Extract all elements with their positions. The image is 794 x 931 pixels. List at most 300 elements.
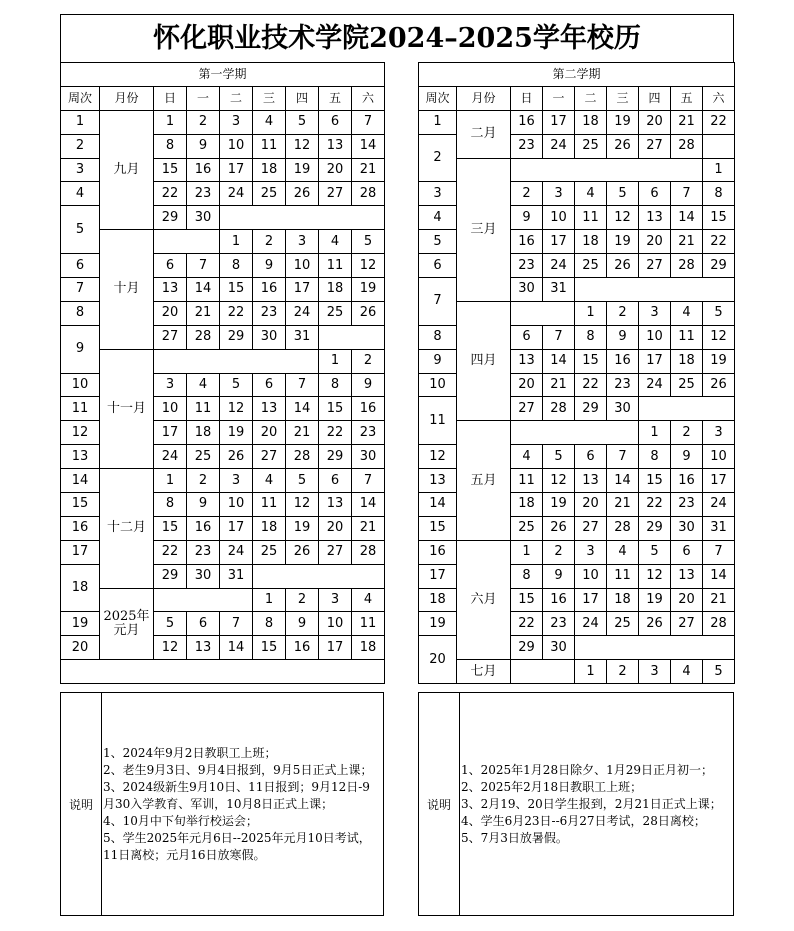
day-cell: 17 bbox=[703, 469, 735, 493]
day-cell: 12 bbox=[154, 636, 187, 660]
semester1-notes bbox=[60, 692, 384, 916]
empty-day-cell bbox=[639, 397, 735, 421]
note-item: 3、2024级新生9月10日、11日报到；9月12日-9月30入学教育、军训，10月8日正式上课； bbox=[103, 779, 370, 811]
day-cell: 22 bbox=[511, 612, 543, 636]
day-cell: 30 bbox=[187, 206, 220, 230]
day-cell: 5 bbox=[543, 445, 575, 469]
weekday-header: 五 bbox=[319, 86, 352, 110]
month-label: 九月 bbox=[100, 110, 154, 229]
day-cell: 19 bbox=[703, 349, 735, 373]
day-cell: 18 bbox=[575, 110, 607, 134]
empty-day-cell bbox=[220, 206, 385, 230]
semester-title: 第二学期 bbox=[419, 63, 735, 87]
week-number: 10 bbox=[61, 373, 100, 397]
day-cell: 12 bbox=[607, 206, 639, 230]
day-cell: 30 bbox=[543, 636, 575, 660]
month-label: 2025年元月 bbox=[100, 588, 154, 660]
day-cell: 27 bbox=[319, 182, 352, 206]
day-cell: 6 bbox=[187, 612, 220, 636]
day-cell: 2 bbox=[607, 660, 639, 684]
week-row bbox=[61, 588, 385, 612]
week-number: 1 bbox=[61, 110, 100, 134]
day-cell: 29 bbox=[220, 325, 253, 349]
blank-row bbox=[61, 660, 385, 684]
weekday-header: 月份 bbox=[457, 86, 511, 110]
week-number: 2 bbox=[61, 134, 100, 158]
day-cell: 27 bbox=[253, 445, 286, 469]
day-cell: 25 bbox=[607, 612, 639, 636]
day-cell: 1 bbox=[154, 110, 187, 134]
day-cell: 31 bbox=[286, 325, 319, 349]
day-cell: 23 bbox=[187, 182, 220, 206]
day-cell: 24 bbox=[220, 540, 253, 564]
day-cell: 25 bbox=[511, 516, 543, 540]
day-cell: 17 bbox=[220, 516, 253, 540]
semester-title-row bbox=[61, 63, 385, 87]
empty-day-cell bbox=[511, 421, 639, 445]
month-label: 十二月 bbox=[100, 469, 154, 588]
day-cell: 10 bbox=[286, 254, 319, 278]
day-cell: 14 bbox=[352, 134, 385, 158]
day-cell: 26 bbox=[703, 373, 735, 397]
day-cell: 11 bbox=[253, 134, 286, 158]
day-cell: 16 bbox=[187, 158, 220, 182]
day-cell: 23 bbox=[352, 421, 385, 445]
weekday-header-row bbox=[61, 86, 385, 110]
day-cell: 4 bbox=[671, 660, 703, 684]
day-cell: 13 bbox=[187, 636, 220, 660]
day-cell: 25 bbox=[319, 301, 352, 325]
day-cell: 8 bbox=[154, 493, 187, 517]
notes-label: 说明 bbox=[419, 693, 460, 915]
week-number: 14 bbox=[61, 469, 100, 493]
semester1-calendar bbox=[60, 62, 385, 684]
week-number: 16 bbox=[419, 540, 457, 564]
week-number: 4 bbox=[419, 206, 457, 230]
day-cell: 10 bbox=[319, 612, 352, 636]
day-cell: 19 bbox=[286, 158, 319, 182]
day-cell: 3 bbox=[220, 110, 253, 134]
day-cell: 14 bbox=[286, 397, 319, 421]
day-cell: 13 bbox=[319, 134, 352, 158]
day-cell: 21 bbox=[286, 421, 319, 445]
day-cell: 26 bbox=[220, 445, 253, 469]
day-cell: 22 bbox=[220, 301, 253, 325]
day-cell: 8 bbox=[703, 182, 735, 206]
month-label: 十一月 bbox=[100, 349, 154, 468]
week-number: 2 bbox=[419, 134, 457, 182]
day-cell: 17 bbox=[543, 110, 575, 134]
note-item: 2、老生9月3日、9月4日报到，9月5日正式上课； bbox=[103, 762, 373, 777]
day-cell: 23 bbox=[511, 254, 543, 278]
empty-day-cell bbox=[154, 349, 319, 373]
day-cell: 22 bbox=[639, 493, 671, 517]
day-cell: 3 bbox=[703, 421, 735, 445]
day-cell: 28 bbox=[352, 182, 385, 206]
note-item: 1、2025年1月28日除夕、1月29日正月初一； bbox=[461, 762, 713, 777]
day-cell: 7 bbox=[352, 110, 385, 134]
day-cell: 24 bbox=[543, 254, 575, 278]
weekday-header: 五 bbox=[671, 86, 703, 110]
day-cell: 6 bbox=[319, 469, 352, 493]
note-item: 5、7月3日放暑假。 bbox=[461, 830, 568, 845]
day-cell: 21 bbox=[352, 158, 385, 182]
day-cell: 3 bbox=[639, 301, 671, 325]
day-cell: 14 bbox=[187, 278, 220, 302]
day-cell: 17 bbox=[154, 421, 187, 445]
day-cell: 10 bbox=[575, 564, 607, 588]
day-cell: 11 bbox=[575, 206, 607, 230]
day-cell: 12 bbox=[286, 493, 319, 517]
weekday-header: 四 bbox=[286, 86, 319, 110]
day-cell: 19 bbox=[543, 493, 575, 517]
day-cell: 19 bbox=[352, 278, 385, 302]
day-cell: 5 bbox=[639, 540, 671, 564]
day-cell: 14 bbox=[671, 206, 703, 230]
day-cell: 15 bbox=[511, 588, 543, 612]
month-label: 五月 bbox=[457, 421, 511, 540]
weekday-header: 周次 bbox=[61, 86, 100, 110]
notes-text bbox=[460, 693, 729, 915]
day-cell: 2 bbox=[187, 110, 220, 134]
day-cell: 24 bbox=[286, 301, 319, 325]
day-cell: 24 bbox=[220, 182, 253, 206]
weekday-header-row bbox=[419, 86, 735, 110]
day-cell: 12 bbox=[286, 134, 319, 158]
day-cell: 13 bbox=[575, 469, 607, 493]
day-cell: 14 bbox=[703, 564, 735, 588]
day-cell: 24 bbox=[703, 493, 735, 517]
week-row bbox=[61, 110, 385, 134]
month-label: 二月 bbox=[457, 110, 511, 158]
weekday-header: 日 bbox=[154, 86, 187, 110]
day-cell: 17 bbox=[639, 349, 671, 373]
day-cell: 10 bbox=[543, 206, 575, 230]
day-cell: 22 bbox=[575, 373, 607, 397]
day-cell: 1 bbox=[703, 158, 735, 182]
day-cell: 2 bbox=[671, 421, 703, 445]
day-cell: 11 bbox=[187, 397, 220, 421]
day-cell: 7 bbox=[703, 540, 735, 564]
day-cell: 9 bbox=[607, 325, 639, 349]
weekday-header: 二 bbox=[220, 86, 253, 110]
week-number: 9 bbox=[61, 325, 100, 373]
day-cell: 27 bbox=[671, 612, 703, 636]
day-cell: 10 bbox=[154, 397, 187, 421]
weekday-header: 一 bbox=[187, 86, 220, 110]
day-cell: 10 bbox=[220, 493, 253, 517]
day-cell: 14 bbox=[220, 636, 253, 660]
week-row bbox=[419, 158, 735, 182]
day-cell: 20 bbox=[639, 230, 671, 254]
week-number: 19 bbox=[61, 612, 100, 636]
day-cell: 27 bbox=[639, 134, 671, 158]
day-cell: 26 bbox=[286, 540, 319, 564]
day-cell: 2 bbox=[253, 230, 286, 254]
weekday-header: 四 bbox=[639, 86, 671, 110]
day-cell: 4 bbox=[352, 588, 385, 612]
day-cell: 7 bbox=[286, 373, 319, 397]
day-cell: 9 bbox=[511, 206, 543, 230]
day-cell: 25 bbox=[253, 540, 286, 564]
day-cell: 3 bbox=[639, 660, 671, 684]
day-cell: 10 bbox=[703, 445, 735, 469]
day-cell: 2 bbox=[187, 469, 220, 493]
day-cell: 7 bbox=[352, 469, 385, 493]
day-cell: 22 bbox=[703, 230, 735, 254]
day-cell: 24 bbox=[639, 373, 671, 397]
empty-day-cell bbox=[154, 588, 253, 612]
day-cell: 9 bbox=[543, 564, 575, 588]
day-cell: 22 bbox=[703, 110, 735, 134]
day-cell: 9 bbox=[671, 445, 703, 469]
day-cell: 25 bbox=[575, 134, 607, 158]
day-cell: 1 bbox=[253, 588, 286, 612]
day-cell: 28 bbox=[671, 134, 703, 158]
day-cell: 17 bbox=[220, 158, 253, 182]
weekday-header: 六 bbox=[352, 86, 385, 110]
day-cell: 21 bbox=[607, 493, 639, 517]
day-cell: 18 bbox=[253, 158, 286, 182]
day-cell: 14 bbox=[543, 349, 575, 373]
day-cell: 1 bbox=[575, 301, 607, 325]
week-number: 18 bbox=[61, 564, 100, 612]
day-cell: 10 bbox=[220, 134, 253, 158]
day-cell: 15 bbox=[639, 469, 671, 493]
day-cell: 5 bbox=[703, 301, 735, 325]
day-cell: 13 bbox=[154, 278, 187, 302]
notes-label: 说明 bbox=[61, 693, 102, 915]
week-number: 4 bbox=[61, 182, 100, 206]
day-cell: 27 bbox=[154, 325, 187, 349]
day-cell: 20 bbox=[253, 421, 286, 445]
week-number: 7 bbox=[61, 278, 100, 302]
empty-day-cell bbox=[703, 134, 735, 158]
day-cell: 22 bbox=[154, 182, 187, 206]
day-cell: 18 bbox=[671, 349, 703, 373]
day-cell: 18 bbox=[575, 230, 607, 254]
day-cell: 20 bbox=[154, 301, 187, 325]
day-cell: 25 bbox=[671, 373, 703, 397]
weekday-header: 三 bbox=[607, 86, 639, 110]
day-cell: 18 bbox=[319, 278, 352, 302]
note-item: 1、2024年9月2日教职工上班； bbox=[103, 745, 277, 760]
day-cell: 16 bbox=[671, 469, 703, 493]
day-cell: 23 bbox=[187, 540, 220, 564]
day-cell: 24 bbox=[543, 134, 575, 158]
day-cell: 23 bbox=[607, 373, 639, 397]
semester-title: 第一学期 bbox=[61, 63, 385, 87]
week-number: 17 bbox=[419, 564, 457, 588]
day-cell: 28 bbox=[187, 325, 220, 349]
day-cell: 29 bbox=[154, 206, 187, 230]
day-cell: 13 bbox=[253, 397, 286, 421]
day-cell: 4 bbox=[187, 373, 220, 397]
empty-day-cell bbox=[253, 564, 385, 588]
month-label: 三月 bbox=[457, 158, 511, 301]
month-label: 十月 bbox=[100, 230, 154, 349]
day-cell: 26 bbox=[286, 182, 319, 206]
day-cell: 20 bbox=[319, 516, 352, 540]
week-number: 3 bbox=[419, 182, 457, 206]
day-cell: 13 bbox=[511, 349, 543, 373]
week-row bbox=[419, 660, 735, 684]
day-cell: 3 bbox=[319, 588, 352, 612]
day-cell: 11 bbox=[352, 612, 385, 636]
day-cell: 6 bbox=[671, 540, 703, 564]
week-number: 12 bbox=[61, 421, 100, 445]
day-cell: 5 bbox=[286, 469, 319, 493]
day-cell: 23 bbox=[511, 134, 543, 158]
day-cell: 17 bbox=[575, 588, 607, 612]
day-cell: 1 bbox=[511, 540, 543, 564]
day-cell: 19 bbox=[220, 421, 253, 445]
day-cell: 4 bbox=[607, 540, 639, 564]
day-cell: 1 bbox=[575, 660, 607, 684]
week-number: 20 bbox=[419, 636, 457, 684]
day-cell: 8 bbox=[319, 373, 352, 397]
day-cell: 12 bbox=[352, 254, 385, 278]
day-cell: 4 bbox=[575, 182, 607, 206]
day-cell: 25 bbox=[253, 182, 286, 206]
empty-day-cell bbox=[575, 636, 735, 660]
day-cell: 12 bbox=[703, 325, 735, 349]
week-row bbox=[419, 110, 735, 134]
day-cell: 9 bbox=[352, 373, 385, 397]
day-cell: 29 bbox=[703, 254, 735, 278]
month-label: 七月 bbox=[457, 660, 511, 684]
day-cell: 8 bbox=[511, 564, 543, 588]
day-cell: 11 bbox=[253, 493, 286, 517]
day-cell: 20 bbox=[511, 373, 543, 397]
day-cell: 28 bbox=[671, 254, 703, 278]
day-cell: 8 bbox=[220, 254, 253, 278]
day-cell: 16 bbox=[286, 636, 319, 660]
semester-title-row bbox=[419, 63, 735, 87]
weekday-header: 一 bbox=[543, 86, 575, 110]
day-cell: 4 bbox=[671, 301, 703, 325]
notes-text bbox=[102, 693, 379, 915]
day-cell: 18 bbox=[253, 516, 286, 540]
day-cell: 18 bbox=[511, 493, 543, 517]
note-item: 5、学生2025年元月6日--2025年元月10日考试，11日离校；元月16日放寒假。 bbox=[103, 830, 371, 862]
week-number: 13 bbox=[419, 469, 457, 493]
day-cell: 22 bbox=[319, 421, 352, 445]
weekday-header: 六 bbox=[703, 86, 735, 110]
day-cell: 5 bbox=[703, 660, 735, 684]
day-cell: 18 bbox=[352, 636, 385, 660]
note-item: 4、10月中下旬举行校运会； bbox=[103, 813, 258, 828]
week-number: 19 bbox=[419, 612, 457, 636]
weekday-header: 二 bbox=[575, 86, 607, 110]
day-cell: 12 bbox=[543, 469, 575, 493]
day-cell: 17 bbox=[319, 636, 352, 660]
week-row bbox=[61, 469, 385, 493]
day-cell: 19 bbox=[286, 516, 319, 540]
day-cell: 28 bbox=[703, 612, 735, 636]
day-cell: 13 bbox=[671, 564, 703, 588]
day-cell: 29 bbox=[639, 516, 671, 540]
week-number: 6 bbox=[61, 254, 100, 278]
week-number: 15 bbox=[419, 516, 457, 540]
day-cell: 3 bbox=[286, 230, 319, 254]
day-cell: 2 bbox=[286, 588, 319, 612]
note-item: 2、2025年2月18日教职工上班； bbox=[461, 779, 643, 794]
day-cell: 21 bbox=[187, 301, 220, 325]
day-cell: 28 bbox=[543, 397, 575, 421]
day-cell: 9 bbox=[253, 254, 286, 278]
day-cell: 18 bbox=[187, 421, 220, 445]
day-cell: 6 bbox=[639, 182, 671, 206]
week-row bbox=[419, 301, 735, 325]
day-cell: 15 bbox=[703, 206, 735, 230]
day-cell: 28 bbox=[607, 516, 639, 540]
day-cell: 2 bbox=[543, 540, 575, 564]
day-cell: 31 bbox=[703, 516, 735, 540]
day-cell: 21 bbox=[703, 588, 735, 612]
day-cell: 2 bbox=[352, 349, 385, 373]
day-cell: 30 bbox=[671, 516, 703, 540]
day-cell: 2 bbox=[511, 182, 543, 206]
day-cell: 5 bbox=[220, 373, 253, 397]
day-cell: 19 bbox=[607, 230, 639, 254]
day-cell: 30 bbox=[607, 397, 639, 421]
day-cell: 23 bbox=[543, 612, 575, 636]
day-cell: 3 bbox=[543, 182, 575, 206]
day-cell: 18 bbox=[607, 588, 639, 612]
day-cell: 5 bbox=[286, 110, 319, 134]
day-cell: 26 bbox=[607, 134, 639, 158]
semester-separator bbox=[384, 62, 418, 692]
day-cell: 28 bbox=[286, 445, 319, 469]
week-number: 17 bbox=[61, 540, 100, 564]
day-cell: 4 bbox=[511, 445, 543, 469]
day-cell: 11 bbox=[671, 325, 703, 349]
day-cell: 6 bbox=[154, 254, 187, 278]
day-cell: 22 bbox=[154, 540, 187, 564]
day-cell: 20 bbox=[319, 158, 352, 182]
day-cell: 30 bbox=[352, 445, 385, 469]
week-number: 13 bbox=[61, 445, 100, 469]
note-item: 3、2月19、20日学生报到，2月21日正式上课； bbox=[461, 796, 722, 811]
day-cell: 11 bbox=[511, 469, 543, 493]
day-cell: 21 bbox=[352, 516, 385, 540]
day-cell: 1 bbox=[220, 230, 253, 254]
day-cell: 3 bbox=[154, 373, 187, 397]
week-number: 3 bbox=[61, 158, 100, 182]
day-cell: 7 bbox=[543, 325, 575, 349]
week-number: 7 bbox=[419, 278, 457, 326]
day-cell: 13 bbox=[319, 493, 352, 517]
day-cell: 30 bbox=[253, 325, 286, 349]
page-title: 怀化职业技术学院2024–2025学年校历 bbox=[60, 14, 734, 62]
day-cell: 8 bbox=[154, 134, 187, 158]
day-cell: 21 bbox=[671, 230, 703, 254]
week-number: 16 bbox=[61, 516, 100, 540]
week-number: 15 bbox=[61, 493, 100, 517]
day-cell: 27 bbox=[639, 254, 671, 278]
week-number: 5 bbox=[419, 230, 457, 254]
day-cell: 24 bbox=[575, 612, 607, 636]
day-cell: 31 bbox=[220, 564, 253, 588]
day-cell: 7 bbox=[607, 445, 639, 469]
day-cell: 25 bbox=[187, 445, 220, 469]
semester2-notes bbox=[418, 692, 734, 916]
day-cell: 4 bbox=[319, 230, 352, 254]
week-row bbox=[61, 349, 385, 373]
day-cell: 12 bbox=[639, 564, 671, 588]
day-cell: 7 bbox=[187, 254, 220, 278]
